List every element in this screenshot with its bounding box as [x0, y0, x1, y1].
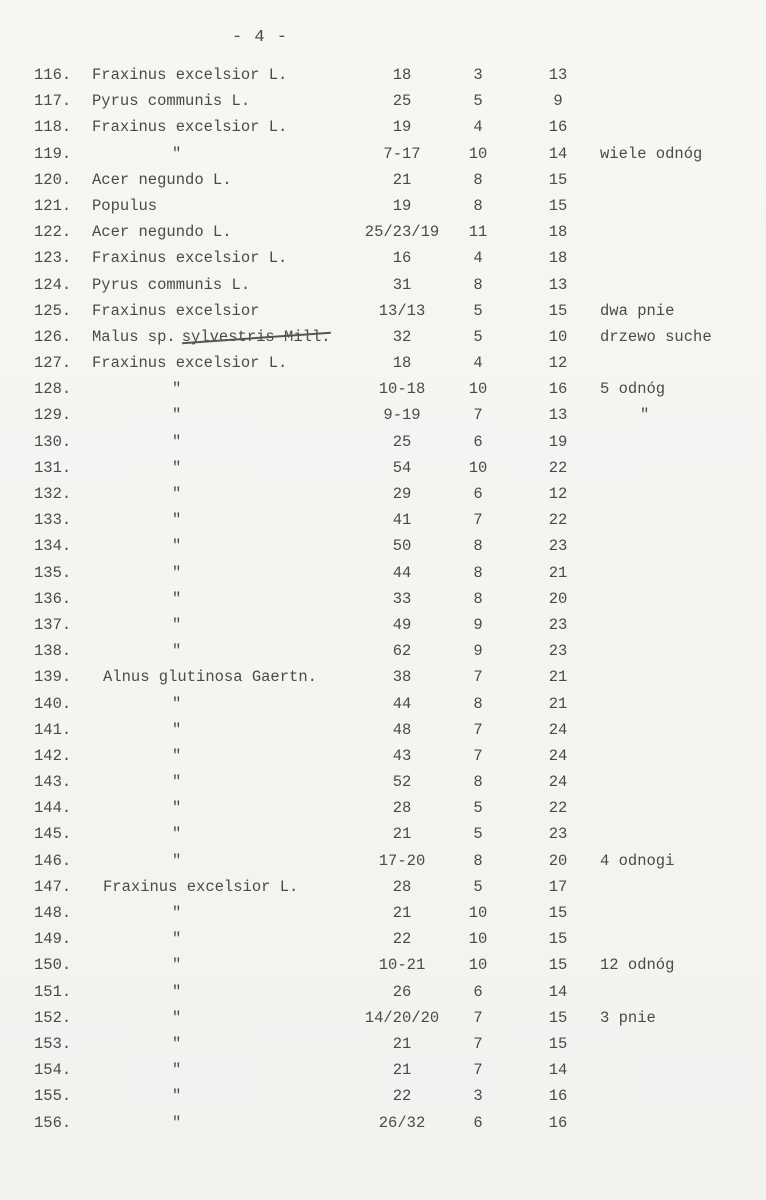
value-b: 8: [473, 170, 483, 189]
row-number: 150.: [34, 956, 72, 975]
value-c: 16: [548, 1113, 568, 1132]
row-number: 128.: [34, 380, 72, 399]
value-c: 15: [548, 301, 568, 320]
table-row: [0, 926, 766, 952]
value-c: 13: [548, 275, 568, 294]
value-a: 41: [392, 511, 412, 530]
value-c: 13: [548, 66, 568, 84]
table-row: [0, 533, 766, 559]
value-c: 20: [548, 589, 568, 608]
table-row: [0, 612, 766, 638]
table-row: [0, 481, 766, 507]
species-name: Fraxinus excelsior L.: [92, 249, 288, 268]
table-row: [0, 402, 766, 428]
table-row: [0, 900, 766, 926]
species-name: Acer negundo L.: [92, 170, 232, 189]
species-name: ": [172, 851, 182, 870]
value-a: 21: [392, 1034, 412, 1053]
row-number: 117.: [34, 92, 72, 111]
value-a: 21: [392, 1061, 412, 1080]
value-c: 22: [548, 511, 568, 530]
row-number: 147.: [34, 877, 72, 896]
table-row: [0, 795, 766, 821]
value-a: 14/20/20: [364, 1008, 440, 1027]
table-row: [0, 141, 766, 167]
species-name: Fraxinus excelsior: [92, 301, 260, 320]
table-row: [0, 1110, 766, 1136]
row-note: 3 pnie: [600, 1008, 656, 1027]
value-a: 26/32: [378, 1113, 426, 1132]
row-note: dwa pnie: [600, 301, 675, 320]
value-b: 7: [473, 1061, 483, 1080]
table-row: [0, 245, 766, 271]
species-name: Fraxinus excelsior L.: [92, 118, 288, 137]
value-b: 4: [473, 118, 483, 137]
value-c: 14: [548, 1061, 568, 1080]
value-a: 26: [392, 982, 412, 1001]
value-b: 5: [473, 92, 483, 111]
value-c: 16: [548, 380, 568, 399]
value-a: 52: [392, 773, 412, 792]
species-name: ": [172, 458, 182, 477]
value-a: 18: [392, 66, 412, 84]
species-name: ": [172, 746, 182, 765]
table-row: [0, 193, 766, 219]
value-b: 7: [473, 668, 483, 687]
table-row: [0, 167, 766, 193]
species-name: ": [172, 1034, 182, 1053]
value-b: 7: [473, 406, 483, 425]
value-a: 25: [392, 92, 412, 111]
row-number: 141.: [34, 720, 72, 739]
table-row: [0, 350, 766, 376]
species-name: ": [172, 720, 182, 739]
row-note: 12 odnóg: [600, 956, 675, 975]
row-note: ": [640, 406, 650, 425]
row-number: 154.: [34, 1061, 72, 1080]
row-number: 148.: [34, 904, 72, 922]
value-c: 15: [548, 170, 568, 189]
row-number: 122.: [34, 223, 72, 242]
table-row: [0, 769, 766, 795]
row-number: 132.: [34, 485, 72, 503]
value-a: 13/13: [378, 301, 426, 320]
species-name: ": [172, 144, 182, 163]
row-number: 136.: [34, 589, 72, 608]
value-c: 15: [548, 196, 568, 215]
value-a: 32: [392, 327, 412, 346]
row-number: 146.: [34, 851, 72, 870]
value-b: 10: [468, 956, 488, 975]
value-b: 8: [473, 196, 483, 215]
value-c: 15: [548, 1034, 568, 1053]
row-note: 4 odnogi: [600, 851, 675, 870]
value-c: 14: [548, 144, 568, 163]
value-b: 6: [473, 485, 483, 503]
value-a: 19: [392, 118, 412, 137]
row-number: 116.: [34, 66, 72, 84]
table-row: [0, 1005, 766, 1031]
row-number: 143.: [34, 773, 72, 792]
value-c: 21: [548, 563, 568, 582]
row-note: wiele odnóg: [600, 144, 703, 163]
value-b: 6: [473, 982, 483, 1001]
value-b: 11: [468, 223, 488, 242]
value-c: 16: [548, 118, 568, 137]
row-number: 137.: [34, 615, 72, 634]
table-row: [0, 376, 766, 402]
value-c: 18: [548, 223, 568, 242]
value-a: 16: [392, 249, 412, 268]
value-c: 17: [548, 877, 568, 896]
table-row: [0, 114, 766, 140]
row-number: 119.: [34, 144, 72, 163]
value-a: 18: [392, 354, 412, 373]
table-row: [0, 848, 766, 874]
row-number: 142.: [34, 746, 72, 765]
value-c: 21: [548, 668, 568, 687]
value-b: 8: [473, 563, 483, 582]
species-name: Pyrus communis L.: [92, 92, 251, 111]
table-row: [0, 272, 766, 298]
row-number: 123.: [34, 249, 72, 268]
species-name: ": [172, 380, 182, 399]
value-a: 7-17: [383, 144, 421, 163]
species-name: Populus: [92, 196, 158, 215]
species-name: ": [172, 825, 182, 844]
value-a: 10-18: [378, 380, 426, 399]
row-number: 131.: [34, 458, 72, 477]
table-row: [0, 874, 766, 900]
table-row: [0, 560, 766, 586]
value-c: 15: [548, 956, 568, 975]
value-c: 21: [548, 694, 568, 713]
value-b: 5: [473, 799, 483, 818]
value-b: 5: [473, 825, 483, 844]
row-number: 130.: [34, 432, 72, 451]
row-number: 125.: [34, 301, 72, 320]
table-row: [0, 88, 766, 114]
value-a: 19: [392, 196, 412, 215]
value-c: 20: [548, 851, 568, 870]
value-b: 9: [473, 642, 483, 661]
value-c: 15: [548, 1008, 568, 1027]
tree-inventory-list: [0, 62, 766, 1136]
value-b: 7: [473, 720, 483, 739]
value-b: 8: [473, 694, 483, 713]
table-row: [0, 298, 766, 324]
table-row: [0, 429, 766, 455]
species-name: ": [172, 642, 182, 661]
value-c: 16: [548, 1087, 568, 1106]
table-row: [0, 638, 766, 664]
value-b: 7: [473, 1008, 483, 1027]
row-number: 121.: [34, 196, 72, 215]
value-b: 5: [473, 877, 483, 896]
value-c: 18: [548, 249, 568, 268]
row-number: 124.: [34, 275, 72, 294]
value-c: 9: [553, 92, 563, 111]
value-b: 5: [473, 327, 483, 346]
table-row: [0, 219, 766, 245]
species-name: Pyrus communis L.: [92, 275, 251, 294]
value-b: 8: [473, 275, 483, 294]
species-name: ": [172, 1087, 182, 1106]
row-number: 140.: [34, 694, 72, 713]
species-name: Fraxinus excelsior L.: [103, 877, 299, 896]
value-b: 8: [473, 773, 483, 792]
value-c: 24: [548, 746, 568, 765]
value-b: 3: [473, 1087, 483, 1106]
value-a: 31: [392, 275, 412, 294]
row-number: 151.: [34, 982, 72, 1001]
value-b: 5: [473, 301, 483, 320]
value-b: 7: [473, 746, 483, 765]
value-c: 15: [548, 904, 568, 922]
value-a: 44: [392, 563, 412, 582]
value-b: 4: [473, 249, 483, 268]
value-a: 43: [392, 746, 412, 765]
species-name: ": [172, 615, 182, 634]
table-row: [0, 664, 766, 690]
value-b: 7: [473, 1034, 483, 1053]
value-a: 33: [392, 589, 412, 608]
species-name: ": [172, 904, 182, 922]
table-row: [0, 717, 766, 743]
value-a: 21: [392, 904, 412, 922]
row-number: 156.: [34, 1113, 72, 1132]
value-c: 15: [548, 930, 568, 949]
value-b: 4: [473, 354, 483, 373]
species-name: Acer negundo L.: [92, 223, 232, 242]
value-a: 9-19: [383, 406, 421, 425]
value-b: 8: [473, 851, 483, 870]
table-row: [0, 62, 766, 88]
value-c: 10: [548, 327, 568, 346]
table-row: [0, 821, 766, 847]
row-number: 139.: [34, 668, 72, 687]
value-b: 9: [473, 615, 483, 634]
table-row: [0, 324, 766, 350]
value-a: 48: [392, 720, 412, 739]
value-c: 12: [548, 354, 568, 373]
table-row: [0, 979, 766, 1005]
row-number: 129.: [34, 406, 72, 425]
value-c: 22: [548, 799, 568, 818]
table-row: [0, 691, 766, 717]
value-a: 29: [392, 485, 412, 503]
value-b: 8: [473, 537, 483, 556]
value-a: 50: [392, 537, 412, 556]
species-name: Fraxinus excelsior L.: [92, 354, 288, 373]
value-b: 7: [473, 511, 483, 530]
species-name: Malus sp. sylvestris Mill.: [92, 324, 352, 350]
value-a: 25/23/19: [364, 223, 440, 242]
value-b: 10: [468, 458, 488, 477]
species-name: ": [172, 694, 182, 713]
value-a: 62: [392, 642, 412, 661]
value-a: 17-20: [378, 851, 426, 870]
value-a: 21: [392, 170, 412, 189]
value-b: 6: [473, 432, 483, 451]
row-number: 152.: [34, 1008, 72, 1027]
row-note: 5 odnóg: [600, 380, 666, 399]
species-name: ": [172, 1113, 182, 1132]
row-number: 126.: [34, 327, 72, 346]
value-c: 24: [548, 720, 568, 739]
value-a: 44: [392, 694, 412, 713]
value-c: 12: [548, 485, 568, 503]
value-b: 10: [468, 144, 488, 163]
table-row: [0, 1083, 766, 1109]
struck-text: sylvestris Mill.: [182, 324, 331, 350]
page-number: - 4 -: [231, 28, 288, 47]
row-number: 144.: [34, 799, 72, 818]
species-name: ": [172, 773, 182, 792]
table-row: [0, 586, 766, 612]
species-name: ": [172, 537, 182, 556]
table-row: [0, 1057, 766, 1083]
species-name: ": [172, 589, 182, 608]
species-name: ": [172, 799, 182, 818]
value-c: 23: [548, 537, 568, 556]
row-number: 149.: [34, 930, 72, 949]
value-a: 54: [392, 458, 412, 477]
species-name: ": [172, 563, 182, 582]
value-b: 10: [468, 930, 488, 949]
value-a: 49: [392, 615, 412, 634]
species-name: Alnus glutinosa Gaertn.: [103, 668, 317, 687]
value-a: 22: [392, 1087, 412, 1106]
value-a: 25: [392, 432, 412, 451]
value-b: 6: [473, 1113, 483, 1132]
row-number: 153.: [34, 1034, 72, 1053]
value-b: 8: [473, 589, 483, 608]
value-b: 3: [473, 66, 483, 84]
table-row: [0, 952, 766, 978]
row-number: 127.: [34, 354, 72, 373]
value-a: 28: [392, 799, 412, 818]
value-a: 38: [392, 668, 412, 687]
species-name: Fraxinus excelsior L.: [92, 66, 288, 84]
value-b: 10: [468, 904, 488, 922]
species-name: ": [172, 511, 182, 530]
value-a: 22: [392, 930, 412, 949]
table-row: [0, 1031, 766, 1057]
species-name: ": [172, 485, 182, 503]
species-name: ": [172, 1008, 182, 1027]
table-row: [0, 455, 766, 481]
row-number: 118.: [34, 118, 72, 137]
value-a: 21: [392, 825, 412, 844]
row-number: 120.: [34, 170, 72, 189]
value-a: 10-21: [378, 956, 426, 975]
value-b: 10: [468, 380, 488, 399]
value-c: 24: [548, 773, 568, 792]
species-name: ": [172, 432, 182, 451]
species-name: ": [172, 1061, 182, 1080]
row-note: drzewo suche: [600, 327, 712, 346]
row-number: 134.: [34, 537, 72, 556]
row-number: 135.: [34, 563, 72, 582]
table-row: [0, 507, 766, 533]
species-name: ": [172, 982, 182, 1001]
species-name: ": [172, 406, 182, 425]
value-c: 13: [548, 406, 568, 425]
value-c: 23: [548, 642, 568, 661]
value-c: 19: [548, 432, 568, 451]
row-number: 155.: [34, 1087, 72, 1106]
species-name: ": [172, 956, 182, 975]
value-c: 23: [548, 615, 568, 634]
value-c: 22: [548, 458, 568, 477]
row-number: 138.: [34, 642, 72, 661]
value-c: 14: [548, 982, 568, 1001]
row-number: 145.: [34, 825, 72, 844]
table-row: [0, 743, 766, 769]
row-number: 133.: [34, 511, 72, 530]
value-c: 23: [548, 825, 568, 844]
value-a: 28: [392, 877, 412, 896]
species-name: ": [172, 930, 182, 949]
